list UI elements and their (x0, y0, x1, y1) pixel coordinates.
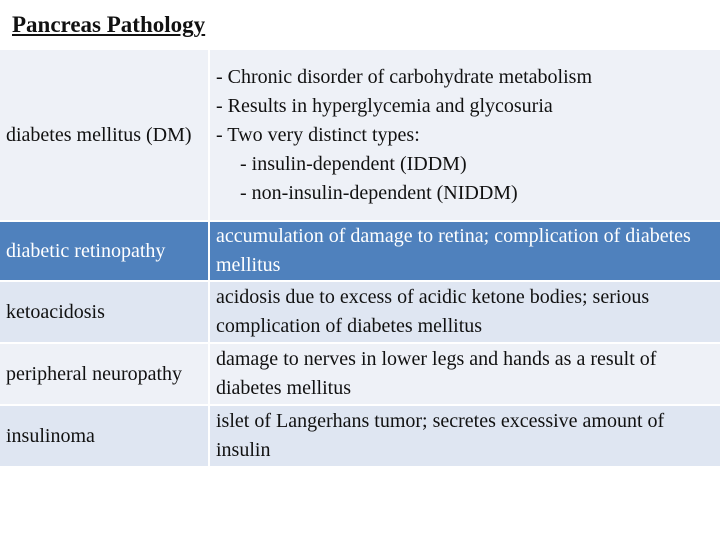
table-row (0, 281, 720, 343)
definition-line: - Two very distinct types: (216, 123, 420, 146)
definition-cell: damage to nerves in lower legs and hands as a result of diabetes mellitus (209, 343, 720, 405)
definition-cell: acidosis due to excess of acidic ketone bodies; serious complication of diabetes mellitus (209, 281, 720, 343)
page-title: Pancreas Pathology (12, 12, 206, 37)
term-cell: ketoacidosis (0, 281, 209, 343)
term-cell: insulinoma (0, 405, 209, 466)
definition-subline: - non-insulin-dependent (NIDDM) (240, 181, 518, 204)
term-cell: peripheral neuropathy (0, 343, 209, 405)
table-row (0, 49, 720, 221)
definition-subline: - insulin-dependent (IDDM) (240, 152, 467, 175)
term-cell: diabetes mellitus (DM) (0, 49, 209, 221)
glossary-table (0, 48, 720, 466)
definition-line: - Results in hyperglycemia and glycosuria (216, 94, 553, 117)
definition-line: - Chronic disorder of carbohydrate metabolism (216, 65, 592, 88)
term-cell: diabetic retinopathy (0, 221, 209, 281)
table-row (0, 405, 720, 466)
definition-cell: accumulation of damage to retina; complication of diabetes mellitus (209, 221, 720, 281)
table-row (0, 343, 720, 405)
table-row (0, 221, 720, 281)
definition-cell (209, 49, 720, 221)
definition-cell: islet of Langerhans tumor; secretes excessive amount of insulin (209, 405, 720, 466)
